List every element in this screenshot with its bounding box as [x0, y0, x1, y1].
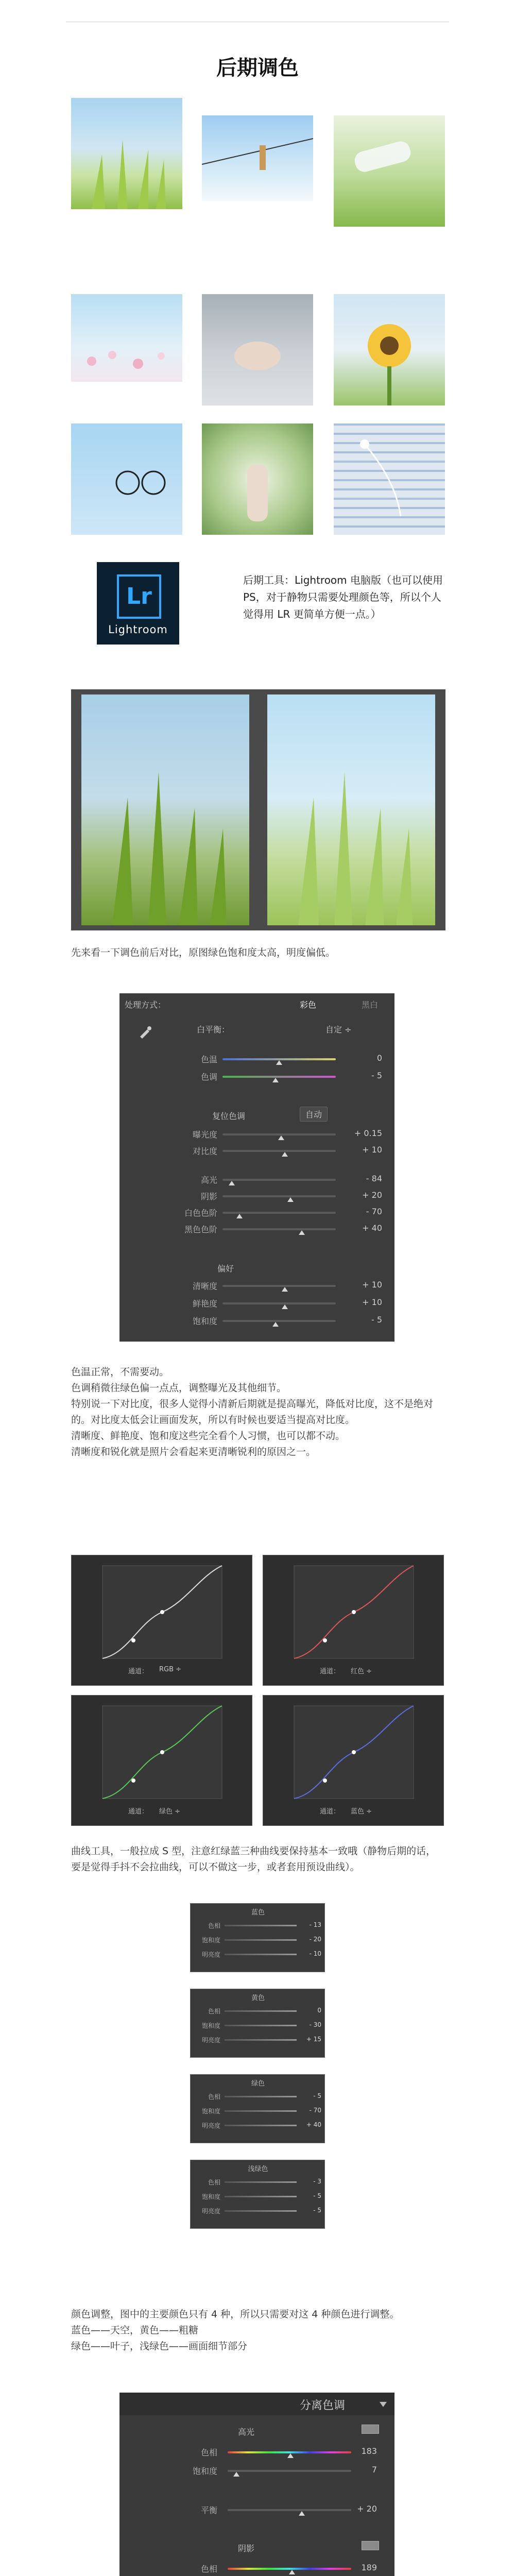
split-toning-header: 分离色调 — [300, 2399, 346, 2412]
clothespin-graphic — [202, 115, 313, 201]
slider-value[interactable]: + 40 — [362, 1223, 382, 1233]
before-grass — [81, 694, 249, 925]
slider-value[interactable]: + 10 — [362, 1297, 382, 1307]
slider-value[interactable]: - 5 — [371, 1071, 382, 1080]
hsl-slider[interactable] — [225, 2096, 297, 2097]
before-image — [81, 694, 249, 925]
slider-handle[interactable] — [278, 1136, 284, 1140]
hsl-label: 色相 — [208, 1922, 220, 1929]
slider-handle[interactable] — [287, 1197, 294, 1202]
lightroom-logo-letters: Lr — [117, 574, 161, 619]
hsl-label: 明亮度 — [201, 2208, 220, 2215]
slider-row — [119, 1207, 394, 1221]
photo-earphones-cloth — [334, 423, 445, 535]
hsl-color-title: 浅绿色 — [248, 2165, 268, 2173]
slider-track[interactable] — [222, 1150, 336, 1152]
hand-flowers-graphic — [202, 423, 313, 535]
paragraph-curve: 曲线工具，一般拉成 S 型，注意红绿蓝三种曲线要保持基本一致哦（静物后期的话，要是觉得手抖不会拉曲线，可以不做这一步，或者套用预设曲线）。 — [71, 1845, 436, 1873]
hsl-panel — [190, 2074, 325, 2143]
slider-row — [119, 1315, 394, 1329]
photo-flowers-sky — [71, 294, 182, 382]
auto-tone-button[interactable]: 自动 — [300, 1107, 328, 1122]
earphones-graphic — [334, 423, 445, 535]
photo-grass-sky — [71, 98, 182, 209]
hsl-label: 饱和度 — [201, 2193, 220, 2200]
grass-graphic — [71, 98, 182, 209]
slider-row — [119, 1053, 394, 1067]
slider-label: 色相 — [200, 2564, 217, 2574]
slider-row — [119, 1174, 394, 1188]
slider-value[interactable]: 183 — [361, 2446, 377, 2456]
slider-track[interactable] — [222, 1285, 336, 1287]
slider-row — [119, 2504, 394, 2518]
paragraph-compare: 先来看一下调色前后对比，原图绿色饱和度太高，明度偏低。 — [71, 947, 336, 958]
sunflower-graphic — [334, 294, 445, 405]
hsl-value[interactable]: - 5 — [313, 2207, 321, 2214]
slider-label: 色温 — [200, 1055, 217, 1064]
slider-handle[interactable] — [282, 1304, 288, 1309]
slider-track[interactable] — [222, 1179, 336, 1181]
hsl-value[interactable]: + 15 — [306, 2036, 321, 2043]
lightroom-logo-name: Lightroom — [108, 623, 168, 636]
slider-value[interactable]: - 5 — [371, 1315, 382, 1325]
hsl-value[interactable]: - 20 — [309, 1936, 321, 1943]
hsl-slider[interactable] — [225, 2210, 297, 2212]
slider-label: 饱和度 — [192, 2466, 217, 2476]
after-image — [267, 694, 435, 925]
slider-value[interactable]: + 0.15 — [354, 1128, 382, 1138]
slider-row — [119, 1280, 394, 1294]
slider-handle[interactable] — [272, 1322, 279, 1327]
slider-handle[interactable] — [229, 1181, 235, 1185]
photo-hands-petals — [202, 294, 313, 405]
hsl-panel — [190, 1903, 325, 1972]
slider-handle[interactable] — [282, 1287, 288, 1292]
slider-label: 阴影 — [200, 1192, 217, 1201]
slider-row — [119, 2446, 394, 2461]
slider-track[interactable] — [222, 1320, 336, 1322]
hsl-slider[interactable] — [225, 2110, 297, 2112]
slider-label: 平衡 — [200, 2505, 217, 2515]
eyedropper-icon[interactable] — [137, 1024, 152, 1040]
lightroom-logo — [97, 562, 179, 645]
hsl-value[interactable]: 0 — [317, 2007, 321, 2014]
slider-row — [119, 1190, 394, 1205]
slider-row — [119, 1297, 394, 1312]
highlight-label: 高光 — [238, 2427, 255, 2437]
slider-handle[interactable] — [287, 2453, 294, 2458]
bottle-graphic — [334, 115, 445, 227]
collapse-caret-icon[interactable] — [380, 2402, 387, 2407]
hsl-label: 色相 — [208, 2093, 220, 2100]
hsl-label: 明亮度 — [201, 2037, 220, 2044]
slider-value[interactable]: - 70 — [366, 1207, 382, 1216]
slider-handle[interactable] — [233, 2472, 239, 2477]
hsl-label: 饱和度 — [201, 2108, 220, 2115]
tool-note: 后期工具：Lightroom 电脑版（也可以使用 PS，对于静物只需要处理颜色等，所以个人觉得用 LR 更简单方便一点。） — [243, 574, 443, 620]
hsl-slider[interactable] — [225, 1954, 297, 1955]
hsl-slider[interactable] — [225, 1939, 297, 1941]
hsl-label: 色相 — [208, 2008, 220, 2015]
hsl-slider[interactable] — [225, 2025, 297, 2026]
basic-panel — [119, 993, 394, 1342]
curve-panel — [263, 1695, 444, 1826]
hsl-panel — [190, 2160, 325, 2229]
slider-value[interactable]: + 20 — [362, 1190, 382, 1200]
hsl-slider[interactable] — [225, 2196, 297, 2197]
before-after-comparison — [71, 689, 445, 930]
slider-value[interactable]: 0 — [376, 1053, 382, 1063]
hsl-color-title: 蓝色 — [251, 1909, 265, 1917]
flowers-graphic — [71, 294, 182, 382]
hsl-panel — [190, 1989, 325, 2058]
slider-label: 饱和度 — [192, 1316, 217, 1326]
paragraph-hsl: 颜色调整，图中的主要颜色只有 4 种，所以只需要对这 4 种颜色进行调整。 蓝色——天空，黄色——粗糖 绿色——叶子，浅绿色——画面细节部分 — [71, 2309, 400, 2352]
hands-graphic — [202, 294, 313, 405]
slider-row — [119, 2563, 394, 2576]
hsl-label: 色相 — [208, 2179, 220, 2186]
slider-handle[interactable] — [276, 1060, 282, 1065]
slider-handle[interactable] — [289, 2570, 295, 2574]
slider-row — [119, 1223, 394, 1238]
hsl-label: 饱和度 — [201, 2022, 220, 2029]
curve-channel-select[interactable]: 蓝色 ÷ — [351, 1808, 372, 1816]
hsl-label: 明亮度 — [201, 2122, 220, 2129]
curve-panel — [71, 1695, 252, 1826]
photo-hand-flowers — [202, 423, 313, 535]
wb-select[interactable]: 自定 ÷ — [325, 1025, 352, 1035]
highlight-color-swatch[interactable] — [362, 2425, 379, 2434]
hsl-value[interactable]: - 70 — [309, 2107, 321, 2114]
photo-sunflower — [334, 294, 445, 405]
curve-channel-label: 通道： — [320, 1808, 340, 1816]
after-grass — [267, 694, 435, 925]
hsl-value[interactable]: - 5 — [313, 2192, 321, 2199]
slider-value[interactable]: + 10 — [362, 1280, 382, 1290]
slider-label: 高光 — [200, 1175, 217, 1185]
hsl-slider[interactable] — [225, 2125, 297, 2126]
slider-label: 对比度 — [192, 1146, 217, 1156]
slider-label: 色调 — [200, 1072, 217, 1082]
slider-handle[interactable] — [236, 1214, 243, 1218]
hsl-slider[interactable] — [225, 2039, 297, 2041]
hsl-color-title: 黄色 — [251, 1994, 265, 2002]
hsl-slider[interactable] — [225, 1925, 297, 1926]
treatment-color-option[interactable]: 彩色 — [300, 1000, 317, 1010]
photo-bottle-grass — [334, 115, 445, 227]
slider-row — [119, 2465, 394, 2479]
slider-handle[interactable] — [299, 2511, 305, 2516]
slider-label: 黑色色阶 — [184, 1225, 217, 1234]
slider-value[interactable]: + 20 — [357, 2504, 377, 2514]
hsl-value[interactable]: - 30 — [309, 2021, 321, 2028]
hsl-value[interactable]: + 40 — [306, 2121, 321, 2128]
photo-glasses-sky — [71, 423, 182, 535]
slider-track[interactable] — [222, 1195, 336, 1197]
hsl-color-title: 绿色 — [251, 2080, 265, 2088]
curve-channel-select[interactable]: 绿色 ÷ — [159, 1808, 181, 1816]
hsl-value[interactable]: - 3 — [313, 2178, 321, 2185]
hsl-label: 饱和度 — [201, 1937, 220, 1944]
hsl-slider[interactable] — [225, 2010, 297, 2012]
slider-row — [119, 1071, 394, 1085]
slider-value[interactable]: 189 — [361, 2563, 377, 2572]
hsl-value[interactable]: - 13 — [309, 1921, 321, 1928]
slider-track[interactable] — [222, 1076, 336, 1078]
page-title: 后期调色 — [216, 56, 299, 80]
slider-label: 白色色阶 — [184, 1208, 217, 1218]
slider-label: 色相 — [200, 2448, 217, 2458]
slider-label: 曝光度 — [192, 1130, 217, 1140]
treatment-label: 处理方式： — [125, 1000, 166, 1010]
curve-channel-label: 通道： — [128, 1668, 149, 1675]
paragraph-basic: 色温正常，不需要动。 色调稍微往绿色偏一点点，调整曝光及其他细节。 特别说一下对比度，很多人觉得小清新后期就是提高曝光，降低对比度，这不是绝对的。对比度太低会让画面发灰，所以有时候也要适当提高对比度。 清晰度、鲜艳度、饱和度这些完全看个人习惯，也可以都不动。 清晰度和锐化就是照片会看起来更清晰锐利的原因之一。 — [71, 1366, 434, 1458]
hsl-label: 明亮度 — [201, 1951, 220, 1958]
slider-row — [119, 1145, 394, 1159]
shadow-color-swatch[interactable] — [362, 2541, 379, 2550]
slider-handle[interactable] — [272, 1078, 279, 1082]
slider-track[interactable] — [222, 1302, 336, 1304]
slider-value[interactable]: + 10 — [362, 1145, 382, 1155]
photo-clothespin — [202, 115, 313, 201]
slider-value[interactable]: 7 — [371, 2465, 377, 2475]
curve-panel — [263, 1555, 444, 1686]
treatment-bw-option[interactable]: 黑白 — [362, 1000, 379, 1010]
curve-channel-select[interactable]: 红色 ÷ — [351, 1668, 372, 1675]
glasses-graphic — [71, 423, 182, 535]
shadow-label: 阴影 — [238, 2544, 255, 2553]
presence-section-label: 偏好 — [217, 1264, 234, 1274]
tone-section-label: 复位色调 — [212, 1111, 246, 1121]
slider-track[interactable] — [222, 1228, 336, 1230]
curve-channel-label: 通道： — [128, 1808, 149, 1816]
slider-row — [119, 1128, 394, 1143]
hsl-slider[interactable] — [225, 2181, 297, 2183]
curve-panel — [71, 1555, 252, 1686]
slider-handle[interactable] — [299, 1230, 305, 1235]
slider-label: 鲜艳度 — [192, 1299, 217, 1309]
slider-label: 清晰度 — [192, 1281, 217, 1291]
split-toning-panel — [119, 2393, 394, 2576]
curve-channel-select[interactable]: RGB ÷ — [159, 1666, 182, 1673]
curve-channel-label: 通道： — [320, 1668, 340, 1675]
hsl-value[interactable]: - 10 — [309, 1950, 321, 1957]
wb-label: 白平衡： — [197, 1025, 230, 1035]
slider-value[interactable]: - 84 — [366, 1174, 382, 1183]
hsl-value[interactable]: - 5 — [313, 2092, 321, 2099]
slider-handle[interactable] — [282, 1152, 288, 1157]
